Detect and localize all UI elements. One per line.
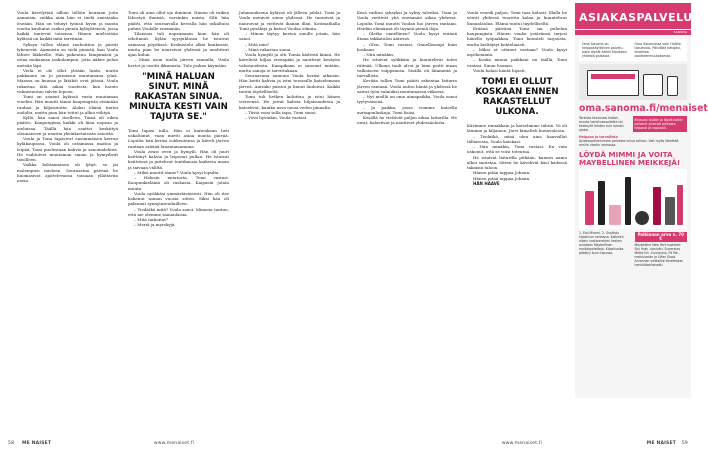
paragraph: – Halusin muutosta, Tomi vastasi. Kaupunkielämä oli raskasta. Kaipasin jotain muuta. [128,175,229,191]
paragraph: Voula kävelyttää silloin tällöin koiriaan joita aamuisin, vaikka aina hän ei tiedä omistaako itseään. Hän on tehnyt työnsä hyvin ja monta vuotta kuulunut osaksi pientä kyläyhteisöä, jossa kaikki tuntevat toisensa. Hänen mielestään kylässä on kaikki mitä tarvitaan. [17,10,118,42]
paragraph: – Niin minäkin, Tomi vastasi. En vain uskonut, että se voisi toteutua. [467,144,567,155]
magazine-url: www.menaiset.fi [153,441,195,446]
right-column-1 [357,10,457,398]
paragraph: – Niin minäkin. [363,52,395,57]
paragraph: Kyllä, hän sanoi itselleen. Tämä oli oikea päätös. Kaupungissa kaikki oli liian nopeaa ja meluisaa. Täällä hän saattoi keskittyä olennaiseen ja nauttia yksinkertaisista asioista. [17,115,118,136]
lip-gloss-icon [653,187,661,225]
left-column-1 [17,10,118,398]
pull-quote: "MINÄ HALUAN SINUT. MINÄ RAKASTAN SINUA. MINULTA KESTI VAIN TAJUTA SE." [129,71,228,122]
contest-steps: 1. Etsi Mimmi. 2. Osallistu kilpailuun verkossa. Kaikkien oikein vastanneiden kesken arvotaan Maybellinen meikkipaketteja. Kilpailuaika päättyy kuun lopussa. [579,231,624,255]
paragraph: Syksyn tullen elämä rauhoittuu ja päivät lyhenevät. Aamuisin on vielä pimeää, kun Voula lähtee liikkeelle. Hän pukeutuu lämpimästi ja ottaa mukaansa taskulampun, jotta näkee polun metsän läpi. [17,41,118,68]
tablet-icon [643,74,663,96]
prize-value-badge: Palkinnon arvo n. 70 € [635,232,688,242]
ad-intro-right: Oma Sanomassa voit: Hallita tilauksiasi, Päivittää tietojasi, Ilmoittaa osoitteenmuutoksesta. [634,42,681,58]
ad-intro [579,39,687,61]
paragraph: Voula avasi oven ja hymyili. Hän oli juuri keittänyt kahvia ja leiponut pullaa. He istuivat keittiössä ja juttelivat tuntikausia kaikesta maan ja taivaan väliltä. [128,148,229,170]
paragraph: Voula ja Tomi tapasivat ensimmäisen kerran kyläkaupassa. Voula oli ostamassa maitoa ja leipää, Tomi puolestaan kahvia ja sanomalehteä. He vaihtoivat muutaman sanan ja hymyilivät toisilleen. [17,136,118,162]
paragraph: Tomi tuli hetken kuluttua ja istui hänen viereensä. He joivat kahvia hiljaisuudessa ja katselivat, kuinka usva nousi veden pinnalta. [239,94,340,110]
ad-banner-sub: SANOMA [575,29,691,35]
ad-split [579,116,687,132]
paragraph: Voula nyökkäsi ymmärtäväisesti. Hän oli itse kokenut saman vuosia sitten. Siksi hän oli palannut synnyinseuduilleen. [128,190,229,207]
phone-icon [667,76,678,96]
paragraph: – Minun täytyy kertoa sinulle jotain, hän sanoi. [239,31,340,42]
paragraph: – Olen, Tomi vastasi. Onnellisempi kuin koskaan. [357,41,457,52]
paragraph: – Miksi muutit tänne? Voula kysyi lopulta. [134,169,220,175]
left-column-3 [239,10,340,398]
paragraph: Tilaisuus tuli nopeammin kuin hän oli odottanut. Kylän syysjuhlassa he istuivat samassa pöydässä. Keskustelu alkoi kankeasti, mutta pian he nauroivat yhdessä ja unohtivat ajan kulun. [128,31,229,57]
paragraph: – Mitä tarkoitat? [134,217,169,222]
contest-prize [635,232,688,267]
ad-split-left: Tarkista tilauksesi tiedot, muuta toimitusosoitetta tai keskeytä lehden tulo lomasi ajaksi. [579,116,624,132]
paragraph: Voula hymyili ja otti Tomia kädestä kiinni. He kävelivät hiljaa eteenpäin ja nauttivat kesäyön valoisuudesta. Kumpikaan ei sanonut mitään, mutta sanoja ei tarvittukaan. [239,52,340,73]
ad-help-text: Asiakaspalvelumme palvelee sinua arkisin. Voit myös lähettää meille viestin verkossa. [579,139,679,147]
paragraph: – Oletko onnellinen? Voula kysyi eräänä iltana takkatulen ääressä. [357,31,457,42]
paragraph: Eräänä päivänä Tomi sai puhelun kaupungista. Hänen vanha ystävänsä tarjosi hänelle työpaikkaa. Tomi kuunteli tarjousta, mutta kieltäytyi kohteliaasti. [467,25,567,47]
paragraph: Voula veneili paljon, Tomi taas kalasti. Illalla he söivät yhdessä tuoretta kalaa ja kuuntelivat linnunlaulua. Elämä tuntui täydelliseltä. [467,10,567,26]
paragraph: Seuraavana aamuna Voula heräsi aikaisin. Hän keitti kahvia ja istui terassille katselemaan järveä. Aurinko paistoi ja linnut lauloivat. Kaikki tuntui täydelliseltä. [239,73,340,94]
paragraph: – Mitä niin? [245,41,270,47]
paragraph: – Tiedätkö mitä? Voula sanoi. Minusta tuntuu, että me olemme samanlaisia. [128,206,229,217]
ad-help-title: Helppoa ja turvallista [579,135,618,139]
paragraph: – Koska minun paikkani on täällä, Tomi vastasi. Sinun luonasi. [467,57,567,68]
paragraph: – Minä rakastan sinua. [245,46,292,52]
paragraph: – Nyt meillä on oma uimapaikka, Voula sanoi tyytyväisenä. [357,94,457,105]
left-column-2 [128,10,229,398]
paragraph: – Voisi hyvinkin, Voula vastasi. [245,115,308,120]
paragraph: Kevään tullen Tomi päätti rakentaa laiturin järven rantaan. Voula auttoi häntä ja yhdessä he saivat työn valmiiksi muutamassa viikossa. [357,78,457,94]
ad-help [579,135,687,147]
lip-liner-icon [677,185,683,225]
paragraph: Vielä ei ole ollut yhtään lunta, mutta pakkanen on jo puraissut muutamana yönä. Maassa on kuuraa ja lätäköt ovat jäässä. Voula rakastaa tätä aikaa vuodesta, kun luonto valmistautuu talven lepoon. [17,67,118,94]
paragraph: Voula halasi häntä lujasti. [473,67,526,73]
prize-description: Maybelline New York tuotteet: Sky High -ripsiväri, Superstay Matte Ink -huulipuna, Fit Me -meikkivoide ja Lifter Gloss. Arvonnan voittajille ilmoitetaan henkilökohtaisesti. [634,243,684,267]
laptop-icon [587,70,639,96]
paragraph: Juhannuksena kylässä oli jälleen juhlat. Tomi ja Voula menivät sinne yhdessä. He tanssivat ja nauroivat ja viettivät ihanan illan. Kotimatkalla Tomi pysähtyi ja katsoi Voulaa silmiin. [239,10,340,31]
paragraph: Hänen pitää tappaa Johann. [473,175,531,181]
paragraph: Vaikka kohtaaminen oli lyhyt, se jäi molempien mieleen. Seuraavina päivinä he huomasivat ajattelevansa toisiaan yllättävän usein. [17,162,118,183]
paragraph: Tomi on asunut kylässä vasta muutaman vuoden. Hän muutti tänne kaupungista etsimään rauhaa ja hiljaisuutta. Aluksi elämä tuntui oudolta, mutta pian hän tottui ja alkoi viihtyä. [17,94,118,115]
paragraph: – Tiedätkö, minä olen aina haaveillut tällaisesta, Voula kuiskasi. [467,133,567,144]
pull-quote: TOMI EI OLLUT KOSKAAN ENNEN RAKASTELLUT ULKONA. [475,77,559,117]
ad-split-right: Kirjaudu sisään ja löydä kaikki palvelut yhdestä paikasta helposti ja nopeasti. [633,116,688,132]
end-label: HÄN HAAVE [473,180,500,186]
ad-banner-title: ASIAKASPALVELU [575,3,691,29]
paragraph: Tomi oli aina ollut ujo ihminen. Hänen oli vaikea lähestyä ihmisiä, varsinkin naisia. Silti hän päätti, että seuraavalla kerralla hän uskaltaisi puhua Voulalle enemmän. [128,10,229,31]
paragraph: Tomi lupasi tulla. Hän ei kuitenkaan heti uskaltanut, vaan mietti asiaa monta päivää. Lopulta hän keräsi rohkeutensa ja käveli järven rantaan eräänä lauantaiaamuna. [128,127,229,149]
paragraph: – Ja paikka, jossa voimme katsella auringonlaskuja, Tomi lisäsi. [357,104,457,115]
paragraph: – Meriä ja myrskyjä. [134,222,176,228]
ad-bottom [579,232,687,267]
devices-illustration [579,64,687,100]
mascara-icon [598,181,605,225]
foundation-icon [609,205,621,225]
paragraph: Hänen pitää tappaa Johann. [473,170,531,176]
cosmetics-products-image [579,169,687,229]
magazine-url: www.menaiset.fi [501,441,543,446]
page-number: 58 [8,441,15,446]
paragraph: He istuivat sylikkäin ja kuuntelivat tulen rätinää. Ulkona tuuli ulvoi ja lumi peitti maan valkoiseen vaippaansa. Sisällä oli lämmintä ja turvallista. [357,57,457,78]
compact-icon [635,211,649,225]
right-column-2 [467,10,567,398]
page-number: 59 [681,441,688,446]
concealer-icon [665,197,675,225]
paragraph: He istuivat laiturilla pitkään, kunnes aamu alkoi sarastaa. Sitten he kävelivät käsi kädessä takaisin taloon. [467,154,567,170]
paragraph: Kesällä he viettivät paljon aikaa laiturilla. He uivat, kalastivat ja nauttivat yhdessäolosta. [357,115,457,126]
promo-title: LÖYDÄ MIMMI JA VOITA MAYBELLINEN MEIKKEJÄ! [579,150,681,168]
ad-url-link[interactable]: oma.sanoma.fi/menaiset [579,103,708,114]
paragraph: Kävimme rinnakkain ja katselimme tähtiä. Yö oli lämmin ja hiljainen. Järvi kimalteli kuunvalossa. [467,123,567,134]
lipstick-icon [585,191,594,225]
magazine-name: ME NAISET [646,441,676,446]
magazine-name: ME NAISET [22,441,52,446]
paragraph: Kesä vaihtui syksyksi ja syksy talveksi. Tomi ja Voula viettivät yhä enemmän aikaa yhdessä. Lopulta Tomi muutti Voulan luo järven rantaan. Heidän elämänsä oli täynnä pieniä iloja. [357,10,457,31]
eyeliner-icon [625,177,631,225]
paragraph: – Miksi et ottanut vastaan? Voula kysyi myöhemmin. [467,46,567,57]
customer-service-ad [575,3,708,398]
ad-intro-left: Oma Sanoma on helppokäyttöinen palvelu, josta löydät kaikki tilauksesi yhdestä paikasta. [582,42,627,58]
paragraph: – Minä asun tuolla järven rannalla, Voula kertoi ja osoitti ikkunasta. Tule joskus käymään. [128,57,229,68]
paragraph: – Tästä voisi tulla tapa, Tomi sanoi. [245,109,317,115]
